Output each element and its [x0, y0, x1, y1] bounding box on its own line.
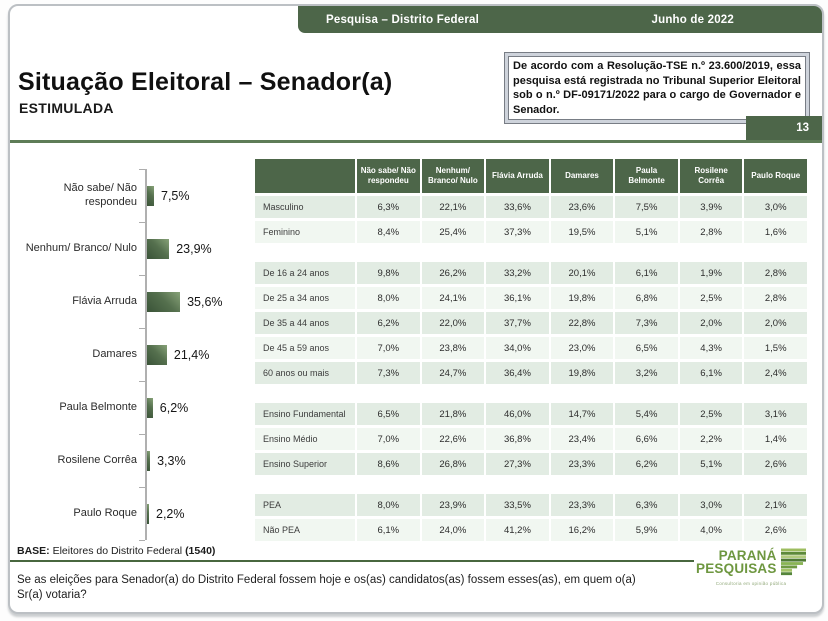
table-cell: 37,7% [486, 312, 549, 334]
table-cell: 6,1% [615, 262, 678, 284]
page-title: Situação Eleitoral – Senador(a) [18, 68, 393, 96]
chart-row [14, 169, 254, 222]
table-cell: 37,3% [486, 221, 549, 243]
table-cell: 2,6% [744, 519, 807, 541]
survey-question: Se as eleições para Senador(a) do Distrito Federal fossem hoje e os(as) candidatos(as) fossem esses(as), em quem o(a) Sr(a) votaria? [17, 574, 636, 601]
table-cell: 26,8% [422, 453, 485, 475]
table-header-cell: Rosilene Corrêa [680, 159, 743, 193]
table-cell: 8,0% [357, 494, 420, 516]
table-cell: 2,0% [680, 312, 743, 334]
table-cell: 1,9% [680, 262, 743, 284]
top-header-bar [298, 6, 822, 33]
table-cell: 8,4% [357, 221, 420, 243]
chart-category-label: Nenhum/ Branco/ Nulo [25, 241, 137, 254]
logo-line1: PARANÁ [718, 547, 777, 563]
chart-value-label: 3,3% [157, 453, 186, 468]
table-cell: 5,1% [615, 221, 678, 243]
table-cell: 3,1% [744, 403, 807, 425]
table-cell: 7,5% [615, 196, 678, 218]
bar-chart [14, 169, 254, 540]
table-cell: 1,5% [744, 337, 807, 359]
table-cell: 6,1% [680, 362, 743, 384]
chart-row [14, 222, 254, 275]
table-cell: 2,4% [744, 362, 807, 384]
table-cell: 36,1% [486, 287, 549, 309]
chart-bar [147, 504, 149, 524]
chart-bar [147, 292, 180, 312]
table-cell: 25,4% [422, 221, 485, 243]
table-cell: 33,2% [486, 262, 549, 284]
base-count: (1540) [185, 545, 216, 557]
table-cell: 19,5% [551, 221, 614, 243]
table-cell: 6,2% [357, 312, 420, 334]
table-cell: 2,8% [744, 287, 807, 309]
table-cell: 23,8% [422, 337, 485, 359]
table-group [255, 262, 807, 384]
base-prefix: BASE: [17, 545, 50, 557]
table-cell: 2,5% [680, 287, 743, 309]
chart-value-label: 21,4% [173, 347, 210, 362]
chart-row [14, 275, 254, 328]
table-cell: 8,0% [357, 287, 420, 309]
table-cell: 2,8% [744, 262, 807, 284]
logo-line2: PESQUISAS [696, 560, 777, 576]
table-cell: 3,2% [615, 362, 678, 384]
table-cell: 34,0% [486, 337, 549, 359]
table-cell: 24,7% [422, 362, 485, 384]
chart-category-label: Paulo Roque [73, 506, 137, 519]
base-text: Eleitores do Distrito Federal [49, 545, 186, 557]
table-cell: 6,5% [615, 337, 678, 359]
table-cell: 33,6% [486, 196, 549, 218]
chart-bar-zone [145, 381, 254, 434]
table-cell: 22,1% [422, 196, 485, 218]
chart-value-label: 6,2% [159, 400, 189, 415]
table-group [255, 403, 807, 475]
chart-value-label: 35,6% [187, 294, 223, 309]
table-cell: 24,0% [422, 519, 485, 541]
table-cell: 2,5% [680, 403, 743, 425]
table-cell: 26,2% [422, 262, 485, 284]
table-cell: 33,5% [486, 494, 549, 516]
chart-row [14, 487, 254, 540]
chart-bar-zone [145, 328, 254, 381]
table-cell: 23,3% [551, 453, 614, 475]
chart-bar [147, 398, 153, 418]
chart-bar-zone [145, 434, 254, 487]
parana-pesquisas-logo [696, 546, 806, 586]
logo-mark-icon [781, 546, 806, 579]
table-cell: 24,1% [422, 287, 485, 309]
table-cell: 36,4% [486, 362, 549, 384]
table-cell: 6,8% [615, 287, 678, 309]
table-cell: 6,6% [615, 428, 678, 450]
chart-bar-zone [145, 169, 254, 222]
table-cell: 7,0% [357, 428, 420, 450]
chart-category-label: Não sabe/ Não respondeu [63, 182, 137, 208]
table-cell: 22,8% [551, 312, 614, 334]
table-cell: 22,0% [422, 312, 485, 334]
section-divider [10, 140, 822, 143]
chart-category-label: Paula Belmonte [59, 400, 137, 413]
table-header-cell: Paula Belmonte [615, 159, 678, 193]
table-cell: 2,6% [744, 453, 807, 475]
table-cell: 2,1% [744, 494, 807, 516]
chart-row [14, 328, 254, 381]
chart-category-label: Rosilene Corrêa [57, 453, 137, 466]
table-cell: 19,8% [551, 362, 614, 384]
report-slide [8, 4, 824, 614]
table-cell: 9,8% [357, 262, 420, 284]
table-cell: 5,9% [615, 519, 678, 541]
header-survey-label: Pesquisa – Distrito Federal [326, 13, 480, 26]
table-cell: 7,3% [615, 312, 678, 334]
chart-value-label: 23,9% [176, 241, 212, 256]
table-row-label: Feminino [255, 221, 355, 243]
table-header-cell: Flávia Arruda [486, 159, 549, 193]
table-row-label: Não PEA [255, 519, 355, 541]
table-cell: 23,3% [551, 494, 614, 516]
table-header-corner [255, 159, 355, 193]
table-header-row [255, 159, 807, 193]
table-cell: 8,6% [357, 453, 420, 475]
table-cell: 20,1% [551, 262, 614, 284]
logo-wordmark [696, 547, 777, 576]
table-cell: 6,3% [357, 196, 420, 218]
table-row-label: PEA [255, 494, 355, 516]
table-cell: 23,4% [551, 428, 614, 450]
table-row-label: Ensino Superior [255, 453, 355, 475]
table-cell: 23,0% [551, 337, 614, 359]
table-cell: 6,2% [615, 453, 678, 475]
table-row-label: Masculino [255, 196, 355, 218]
chart-row [14, 381, 254, 434]
chart-bar-zone [145, 487, 254, 540]
table-header-cell: Damares [551, 159, 614, 193]
table-header-cell: Paulo Roque [744, 159, 807, 193]
table-row-label: De 25 a 34 anos [255, 287, 355, 309]
chart-bar [147, 239, 169, 259]
chart-bar [147, 451, 150, 471]
table-cell: 4,0% [680, 519, 743, 541]
table-cell: 36,8% [486, 428, 549, 450]
table-cell: 4,3% [680, 337, 743, 359]
table-cell: 41,2% [486, 519, 549, 541]
table-cell: 6,1% [357, 519, 420, 541]
page-number-badge: 13 [746, 116, 822, 141]
table-row-label: 60 anos ou mais [255, 362, 355, 384]
table-row-label: Ensino Médio [255, 428, 355, 450]
chart-bar [147, 186, 154, 206]
table-cell: 27,3% [486, 453, 549, 475]
table-cell: 6,5% [357, 403, 420, 425]
table-group [255, 494, 807, 541]
table-header-cell: Não sabe/ Não respondeu [357, 159, 420, 193]
table-cell: 1,4% [744, 428, 807, 450]
table-cell: 3,9% [680, 196, 743, 218]
table-cell: 5,1% [680, 453, 743, 475]
table-cell: 7,3% [357, 362, 420, 384]
table-cell: 3,0% [744, 196, 807, 218]
table-header-cell: Nenhum/ Branco/ Nulo [422, 159, 485, 193]
table-cell: 23,9% [422, 494, 485, 516]
chart-bar-zone [145, 222, 254, 275]
table-cell: 5,4% [615, 403, 678, 425]
crosstab-table [255, 159, 807, 541]
table-row-label: De 16 a 24 anos [255, 262, 355, 284]
base-underline [10, 560, 694, 562]
table-row-label: Ensino Fundamental [255, 403, 355, 425]
chart-value-label: 2,2% [156, 506, 185, 521]
chart-bar-zone [145, 275, 254, 328]
header-date-label: Junho de 2022 [651, 13, 734, 26]
page-subtitle: ESTIMULADA [19, 100, 114, 116]
table-cell: 16,2% [551, 519, 614, 541]
table-cell: 6,3% [615, 494, 678, 516]
chart-row [14, 434, 254, 487]
tse-registration-notice: De acordo com a Resolução-TSE n.º 23.600/2019, essa pesquisa está registrada no Tribunal Superior Eleitoral sob o n.º DF-09171/2022 para o cargo de Governador e Senador. [504, 52, 810, 124]
table-group [255, 196, 807, 243]
table-cell: 46,0% [486, 403, 549, 425]
table-cell: 2,0% [744, 312, 807, 334]
table-cell: 3,0% [680, 494, 743, 516]
chart-category-label: Flávia Arruda [72, 294, 137, 307]
table-cell: 7,0% [357, 337, 420, 359]
table-cell: 19,8% [551, 287, 614, 309]
table-cell: 1,6% [744, 221, 807, 243]
logo-tagline: Consultoria em opinião pública [715, 581, 787, 586]
table-cell: 2,8% [680, 221, 743, 243]
table-row-label: De 45 a 59 anos [255, 337, 355, 359]
chart-bar [147, 345, 167, 365]
table-cell: 23,6% [551, 196, 614, 218]
chart-value-label: 7,5% [161, 188, 190, 203]
chart-category-label: Damares [92, 347, 137, 360]
table-cell: 21,8% [422, 403, 485, 425]
table-cell: 22,6% [422, 428, 485, 450]
table-cell: 14,7% [551, 403, 614, 425]
table-cell: 2,2% [680, 428, 743, 450]
base-note [17, 545, 215, 557]
table-row-label: De 35 a 44 anos [255, 312, 355, 334]
